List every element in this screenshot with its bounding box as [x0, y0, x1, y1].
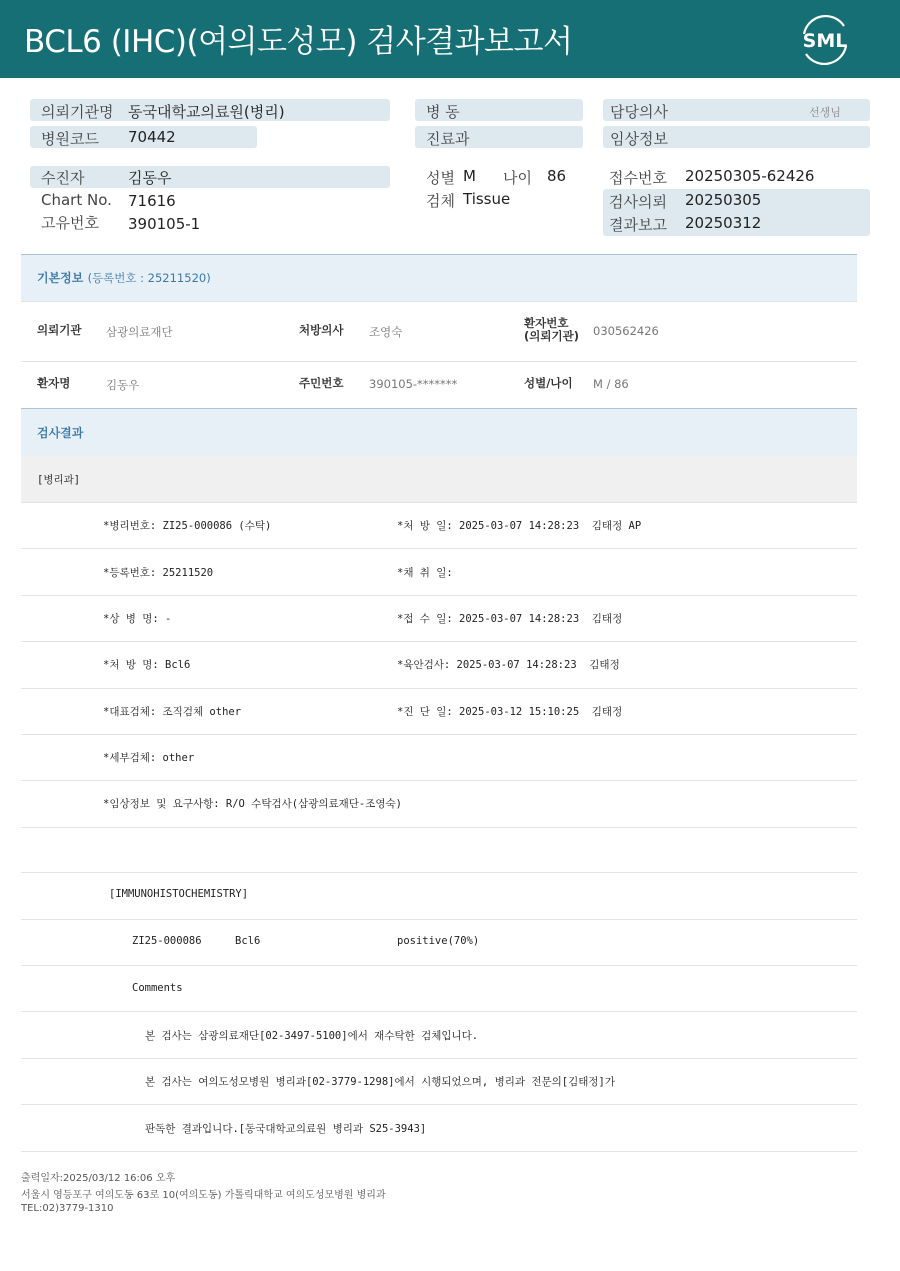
- result-header: [21, 408, 857, 456]
- divider: [21, 965, 857, 966]
- divider: [21, 301, 857, 302]
- result-row-right: *육안검사: 2025-03-07 14:28:23 김태정: [397, 659, 620, 671]
- sex-label: 성별: [426, 169, 455, 187]
- patient-no-value: 030562426: [593, 324, 659, 338]
- comments-label: Comments: [132, 982, 183, 994]
- result-row-left: *세부검체: other: [103, 752, 195, 764]
- result-row-right: *진 단 일: 2025-03-12 15:10:25 김태정: [397, 706, 623, 718]
- basic-info-subtitle: (등록번호 : 25211520): [87, 271, 211, 285]
- sex-value: M: [463, 167, 476, 185]
- hosp-code-label: 병원코드: [41, 130, 99, 148]
- divider: [21, 1151, 857, 1152]
- divider: [21, 1011, 857, 1012]
- age-value: 86: [547, 167, 567, 185]
- footer-tel: TEL:02)3779-1310: [21, 1203, 114, 1214]
- ref-org-label: 의뢰기관명: [41, 103, 114, 121]
- result-row-left: *대표검체: 조직검체 other: [103, 706, 242, 718]
- patient-no-label: 환자번호 (의뢰기관): [524, 316, 579, 343]
- unique-value: 390105-1: [128, 215, 201, 233]
- divider: [21, 872, 857, 873]
- patient-value: 김동우: [128, 169, 172, 187]
- result-title: 검사결과: [37, 426, 84, 440]
- receipt-label: 접수번호: [609, 169, 667, 187]
- divider: [21, 1104, 857, 1105]
- result-row-left: *등록번호: 25211520: [103, 567, 214, 579]
- basic-info-title: 기본정보 (등록번호 : 25211520): [37, 271, 211, 285]
- comment-line: 본 검사는 삼광의료재단[02-3497-5100]에서 재수탁한 검체입니다.: [145, 1030, 479, 1042]
- dept-label: 진료과: [426, 130, 470, 148]
- basic-ref-org-label: 의뢰기관: [37, 323, 82, 337]
- doctor-label: 담당의사: [610, 103, 668, 121]
- rrn-value: 390105-*******: [369, 377, 458, 391]
- result-row-right: *채 취 일:: [397, 567, 453, 579]
- ward-label: 병 동: [426, 103, 460, 121]
- report-value: 20250312: [685, 214, 762, 232]
- age-label: 나이: [503, 169, 532, 187]
- prescriber-value: 조영숙: [369, 325, 403, 339]
- result-row-left: *병리번호: ZI25-000086 (수탁): [103, 520, 272, 532]
- result-row-right: *처 방 일: 2025-03-07 14:28:23 김태정 AP: [397, 520, 642, 532]
- comment-line: 판독한 결과입니다.[동국대학교의료원 병리과 S25-3943]: [145, 1123, 427, 1135]
- unique-label: 고유번호: [41, 214, 99, 232]
- ihc-header: [IMMUNOHISTOCHEMISTRY]: [109, 888, 249, 900]
- dept-label: [병리과]: [37, 474, 81, 486]
- divider: [21, 1058, 857, 1059]
- chart-label: Chart No.: [41, 191, 112, 209]
- sexage-label: 성별/나이: [524, 376, 573, 390]
- ihc-id: ZI25-000086: [132, 935, 202, 947]
- divider: [21, 595, 857, 596]
- specimen-value: Tissue: [463, 190, 511, 208]
- ihc-marker: Bcl6: [235, 935, 261, 947]
- footer-address: 서울시 영등포구 여의도동 63로 10(여의도동) 가톨릭대학교 여의도성모병원 병리과: [21, 1190, 386, 1201]
- patient-label: 수진자: [41, 169, 85, 187]
- receipt-value: 20250305-62426: [685, 167, 815, 185]
- clinical-label: 임상정보: [610, 130, 668, 148]
- specimen-label: 검체: [426, 192, 455, 210]
- footer-printed: 출력일자:2025/03/12 16:06 오후: [21, 1173, 176, 1184]
- name-label: 환자명: [37, 376, 71, 390]
- sml-logo: [796, 12, 854, 66]
- result-row-left: *임상정보 및 요구사항: R/O 수탁검사(삼광의료재단-조영숙): [103, 798, 403, 810]
- ref-org-value: 동국대학교의료원(병리): [128, 103, 285, 121]
- divider: [21, 919, 857, 920]
- request-value: 20250305: [685, 191, 762, 209]
- comment-line: 본 검사는 여의도성모병원 병리과[02-3779-1298]에서 시행되었으며, 병리과 전문의[김태정]가: [145, 1076, 615, 1088]
- dept-band: [21, 456, 857, 502]
- name-value: 김동우: [106, 378, 140, 392]
- result-row-left: *처 방 명: Bcl6: [103, 659, 191, 671]
- divider: [21, 827, 857, 828]
- divider: [21, 361, 857, 362]
- divider: [21, 641, 857, 642]
- rrn-label: 주민번호: [299, 376, 344, 390]
- chart-value: 71616: [128, 192, 176, 210]
- report-header: [0, 0, 900, 78]
- divider: [21, 688, 857, 689]
- divider: [21, 780, 857, 781]
- result-row-right: *접 수 일: 2025-03-07 14:28:23 김태정: [397, 613, 623, 625]
- report-title: BCL6 (IHC)(여의도성모) 검사결과보고서: [24, 24, 573, 60]
- ihc-result: positive(70%): [397, 935, 480, 947]
- request-label: 검사의뢰: [609, 193, 667, 211]
- report-label: 결과보고: [609, 216, 667, 234]
- prescriber-label: 처방의사: [299, 323, 344, 337]
- svg-text:SML: SML: [802, 30, 848, 52]
- sexage-value: M / 86: [593, 377, 629, 391]
- divider: [21, 502, 857, 503]
- basic-ref-org-value: 삼광의료재단: [106, 325, 173, 339]
- result-row-left: *상 병 명: -: [103, 613, 172, 625]
- doctor-suffix: 선생님: [809, 106, 841, 119]
- hosp-code-value: 70442: [128, 128, 176, 146]
- divider: [21, 548, 857, 549]
- divider: [21, 734, 857, 735]
